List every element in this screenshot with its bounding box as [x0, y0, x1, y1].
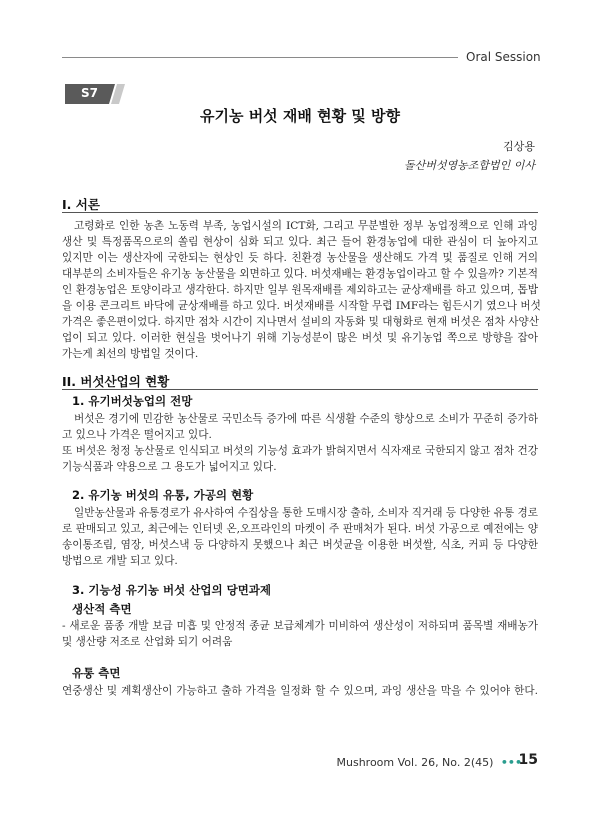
body-line: 생산 및 특정품목으로의 쏠림 현상이 심화 되고 있다. 최근 들어 환경농업에 대한 관심이 더 높아지고 [62, 236, 538, 248]
body-line: 방법으로 개발 되고 있다. [62, 555, 178, 567]
body-line: 업이 되고 있다. 이러한 현실을 벗어나기 위해 기능성분이 많은 버섯 및 유기농업 쪽으로 방향을 잡아 [62, 332, 538, 344]
body-line: 연중생산 및 계획생산이 가능하고 출하 가격을 일정화 할 수 있으며, 과잉 생산을 막을 수 있어야 한다. [62, 685, 538, 697]
section-rule [62, 389, 538, 390]
topic-heading-distribution: 유통 측면 [72, 666, 121, 680]
author-name: 김상용 [503, 140, 535, 153]
body-line: 또 버섯은 청정 농산물로 인식되고 버섯의 기능성 효과가 밝혀지면서 식자재로 국한되지 않고 점차 건강 [62, 445, 538, 457]
section-heading-introduction: I. 서론 [62, 197, 100, 212]
page-number: 15 [518, 752, 538, 768]
body-line: 가격은 좋은편이었다. 하지만 점차 시간이 지나면서 설비의 자동화 및 대형화로 현재 버섯은 점차 사양산 [62, 316, 539, 328]
body-line: 인 환경농업은 토양이라고 생각한다. 하지만 일부 원목재배를 제외하고는 균상재배를 하고 있으며, 톱밥 [62, 284, 538, 296]
body-line: 송이통조림, 염장, 버섯스낵 등 다양하지 못했으나 최근 버섯균을 이용한 버섯쌀, 식초, 커피 등 다양한 [62, 539, 538, 551]
body-line: 을 이용 콘크리트 바닥에 균상재배를 하고 있다. 버섯재배를 시작할 무렵 IMF라는 힘든시기 였으나 버섯 [62, 300, 541, 312]
body-line: 가는게 최선의 방법일 것이다. [62, 348, 199, 360]
author-affiliation: 돌산버섯영농조합법인 이사 [403, 159, 535, 172]
session-code: S7 [81, 86, 98, 100]
journal-citation [337, 756, 523, 769]
body-line: 기능식품과 약용으로 그 용도가 넓어지고 있다. [62, 461, 277, 473]
body-line: 있지만 이는 생산자에 국한되는 현상인 듯 하다. 친환경 농산물을 생산해도 가격 및 품질로 인해 거의 [62, 252, 538, 264]
body-line: 및 생산량 저조로 산업화 되기 어려움 [62, 636, 233, 648]
subsection-heading-challenges: 3. 기능성 유기농 버섯 산업의 당면과제 [72, 583, 272, 597]
subsection-heading-distribution: 2. 유기농 버섯의 유통, 가공의 현황 [72, 488, 254, 502]
session-badge [65, 84, 125, 104]
body-line: 고 있으나 가격은 떨어지고 있다. [62, 429, 212, 441]
body-line: 대부분의 소비자들은 유기농 농산물을 외면하고 있다. 버섯재배는 환경농업이라고 할 수 있을까? 기본적 [62, 268, 538, 280]
session-label: Oral Session [466, 50, 541, 64]
section-heading-status: II. 버섯산업의 현황 [62, 374, 170, 389]
topic-heading-production: 생산적 측면 [72, 602, 132, 616]
journal-name: Mushroom Vol. 26, No. 2(45) [336, 756, 494, 769]
subsection-heading-outlook: 1. 유기버섯농업의 전망 [72, 394, 193, 408]
body-line: 일반농산물과 유통경로가 유사하여 수집상을 통한 도매시장 출하, 소비자 직거래 등 다양한 유통 경로 [74, 507, 538, 519]
paper-title: 유기농 버섯 재배 현황 및 방향 [200, 107, 400, 125]
body-line: 버섯은 경기에 민감한 농산물로 국민소득 증가에 따른 식생활 수준의 향상으로 소비가 꾸준히 증가하 [74, 413, 538, 425]
body-line: - 새로운 품종 개발 보급 미흡 및 안정적 종균 보급체계가 미비하여 생산성이 저하되며 품목별 재배농가 [62, 620, 538, 632]
body-line: 로 판매되고 있고, 최근에는 인터넷 온,오프라인의 마켓이 주 판매처가 된다. 버섯 가공으로 예전에는 양 [62, 523, 538, 535]
section-rule [62, 212, 538, 213]
footer-dots: ••• [500, 756, 522, 769]
body-line: 고령화로 인한 농촌 노동력 부족, 농업시설의 ICT화, 그리고 무분별한 정부 농업정책으로 인해 과잉 [74, 220, 538, 232]
header-rule [62, 57, 458, 58]
